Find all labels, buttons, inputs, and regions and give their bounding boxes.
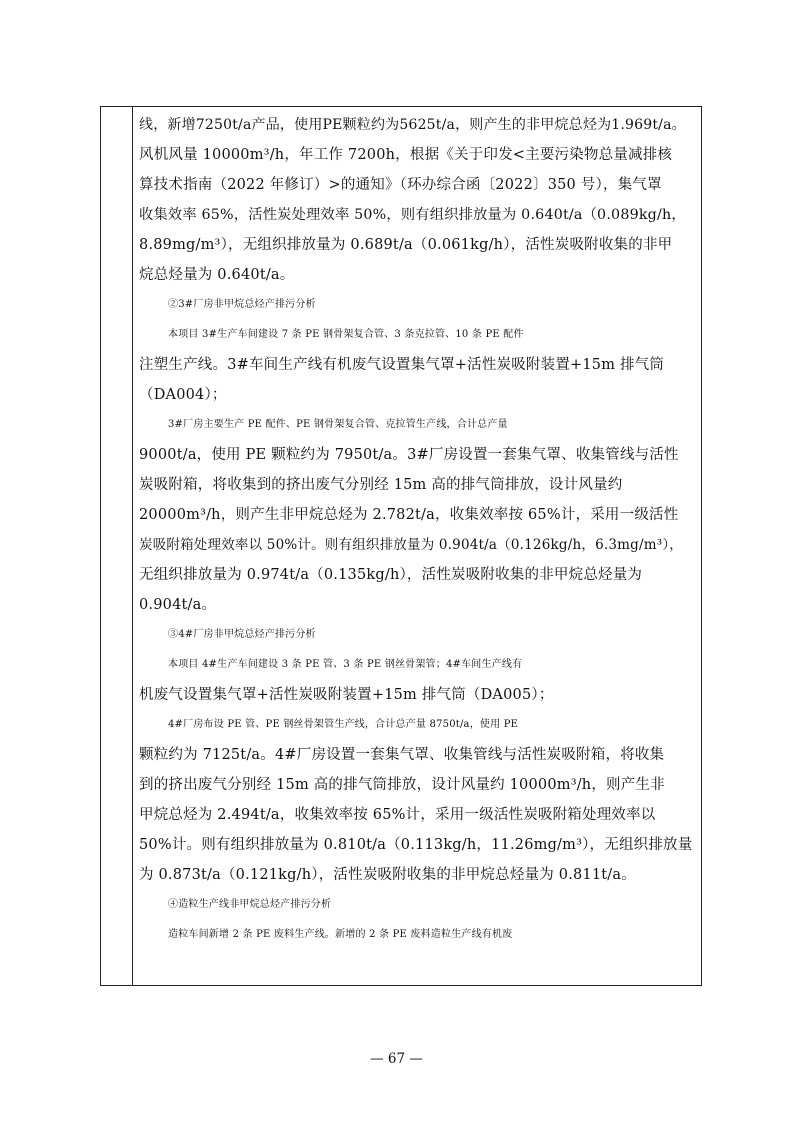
text-line: 4#厂房布设 PE 管、PE 钢丝骨架管生产线，合计总产量 8750t/a，使用 PE (168, 719, 519, 730)
text-line: 无组织排放量为 0.974t/a（0.135kg/h），活性炭吸附收集的非甲烷总烃量为 (139, 567, 643, 583)
text-line: 风机风量 10000m³/h，年工作 7200h，根据《关于印发<主要污染物总量减排核 (139, 147, 673, 163)
text-line: 本项目 4#生产车间建设 3 条 PE 管、3 条 PE 钢丝骨架管；4#车间生产线有 (168, 659, 523, 670)
text-line: 炭吸附箱，将收集到的挤出废气分别经 15m 高的排气筒排放，设计风量约 (139, 477, 623, 493)
text-line: 炭吸附箱处理效率以 50%计。则有组织排放量为 0.904t/a（0.126kg/h，6.3mg/m³）， (139, 537, 683, 553)
text-line: 收集效率 65%，活性炭处理效率 50%，则有组织排放量为 0.640t/a（0.089kg/h， (139, 207, 686, 223)
text-line: 20000m³/h，则产生非甲烷总烃为 2.782t/a，收集效率按 65%计，采用一级活性 (139, 507, 679, 523)
text-line: 注塑生产线。3#车间生产线有机废气设置集气罩+活性炭吸附装置+15m 排气筒 (139, 357, 665, 373)
text-line: 到的挤出废气分别经 15m 高的排气筒排放，设计风量约 10000m³/h，则产生非 (139, 777, 665, 793)
text-line: 本项目 3#生产车间建设 7 条 PE 钢骨架复合管、3 条克拉管、10 条 PE 配件 (168, 329, 524, 340)
text-line: 造粒车间新增 2 条 PE 废料生产线。新增的 2 条 PE 废料造粒生产线有机废 (168, 929, 513, 940)
text-line: ②3#厂房非甲烷总烃产排污分析 (168, 299, 316, 310)
table-column-divider (132, 106, 133, 986)
text-line: ③4#厂房非甲烷总烃产排污分析 (168, 629, 316, 640)
text-line: 0.904t/a。 (139, 597, 217, 613)
text-line: 线，新增7250t/a产品，使用PE颗粒约为5625t/a，则产生的非甲烷总烃为1.969t/a。 (139, 117, 686, 133)
text-line: 甲烷总烃为 2.494t/a，收集效率按 65%计，采用一级活性炭吸附箱处理效率以 (139, 807, 656, 823)
text-line: 3#厂房主要生产 PE 配件、PE 钢骨架复合管、克拉管生产线，合计总产量 (168, 419, 508, 430)
text-line: 烷总烃量为 0.640t/a。 (139, 267, 295, 283)
text-line: 9000t/a，使用 PE 颗粒约为 7950t/a。3#厂房设置一套集气罩、收集管线与活性 (139, 447, 679, 463)
text-line: 为 0.873t/a（0.121kg/h），活性炭吸附收集的非甲烷总烃量为 0.811t/a。 (139, 867, 636, 883)
text-line: ④造粒生产线非甲烷总烃产排污分析 (168, 899, 332, 910)
text-line: 机废气设置集气罩+活性炭吸附装置+15m 排气筒（DA005）； (139, 687, 554, 703)
document-body (139, 110, 691, 950)
text-line: 50%计。则有组织排放量为 0.810t/a（0.113kg/h，11.26mg/m³），无组织排放量 (139, 837, 693, 853)
text-line: 8.89mg/m³），无组织排放量为 0.689t/a（0.061kg/h），活性炭吸附收集的非甲 (139, 237, 673, 253)
page-number: — 67 — (370, 1051, 423, 1067)
text-line: （DA004）； (139, 387, 227, 403)
text-line: 算技术指南（2022 年修订）>的通知》（环办综合函〔2022〕350 号），集气罩 (139, 177, 662, 193)
text-line: 颗粒约为 7125t/a。4#厂房设置一套集气罩、收集管线与活性炭吸附箱，将收集 (139, 747, 665, 763)
